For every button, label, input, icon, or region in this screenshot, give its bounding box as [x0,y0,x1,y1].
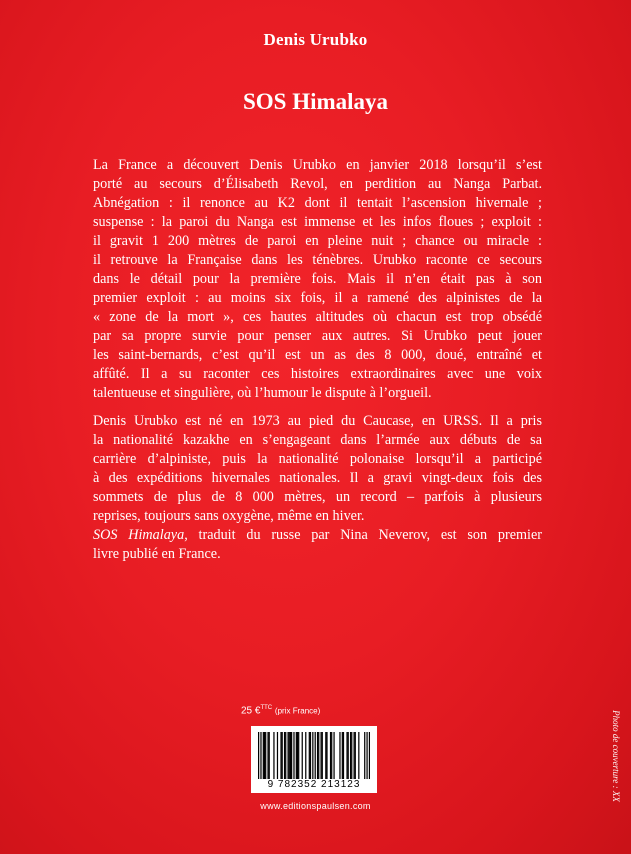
text-line: Abnégation : il renonce au K2 dont il tentait l’ascension hivernale ; [93,195,542,211]
barcode-bar [293,732,294,779]
barcode-bar [326,732,327,779]
author-name: Denis Urubko [263,30,368,49]
text-line: reprises, toujours sans oxygène, même en hiver. [93,508,365,524]
barcode-bar [350,732,351,779]
barcode-bar [346,732,347,779]
text-line: talentueuse et singulière, où l’humour le dispute à l’orgueil. [93,385,432,401]
barcode-bar [343,732,344,779]
text-line [93,526,542,545]
barcode-bar [302,732,303,779]
barcode-bar [339,732,340,779]
barcode-bar [364,732,365,779]
barcode-bar [333,732,334,779]
text-line: livre publié en France. [93,546,221,562]
isbn-barcode [251,726,377,793]
barcode-bar [317,732,318,779]
text-line: à des expéditions hivernales nationales. Il a gravi vingt-deux fois des [93,470,542,486]
text-line: il retrouve la Française dans les ténèbres. Urubko raconte ce secours [93,252,542,268]
barcode-bar [351,732,352,779]
isbn-digits: 9 782352 213123 [267,779,361,790]
barcode-bar [285,732,286,779]
translation-note: , traduit du russe par Nina Neverov, est son premier [184,527,542,543]
price-label [241,705,320,716]
barcode-bar [260,732,261,779]
book-title-italic: SOS Himalaya [93,527,185,543]
paragraph-biography [93,412,542,564]
barcode-bar [342,732,343,779]
text-line: suspense : la paroi du Nanga est immense et les infos floues ; exploit : [93,214,542,230]
barcode-bar [312,732,313,779]
price-amount: 25 € [241,705,261,717]
price-note: (prix France) [274,706,321,716]
barcode-bar [369,732,370,779]
text-line: « zone de la mort », ces hautes altitudes où chacun est trop obsédé [93,309,542,325]
barcode-bar [330,732,331,779]
barcode-bar [291,732,292,779]
barcode-bar [315,732,316,779]
barcode-bar [296,732,297,779]
photo-credit-text: Photo de couverture : XX [611,710,621,802]
text-line: par sa propre survie pour penser aux autres. Si Urubko peut jouer [93,328,542,344]
barcode-bar [258,732,259,779]
barcode-bar [290,732,291,779]
text-line: premier exploit : au moins six fois, il a ramené des alpinistes de la [93,290,542,306]
barcode-bar [280,732,281,779]
text-line: affûté. Il a su raconter ces histoires extraordinaires avec une voix [93,366,542,382]
barcode-bar [264,732,265,779]
barcode-bar [305,732,306,779]
barcode-bar [284,732,285,779]
barcode-bar [289,732,290,779]
barcode-bar [298,732,299,779]
barcode-bar [358,732,359,779]
barcode-bar [331,732,332,779]
barcode-bar [310,732,311,779]
barcode-bar [325,732,326,779]
text-line: les saint-bernards, c’est qu’il est un as des 8 000, doué, entraîné et [93,347,542,363]
barcode-bar [366,732,367,779]
barcode-bar [353,732,354,779]
barcode-bar [277,732,278,779]
photo-credit [608,696,624,816]
text-line: La France a découvert Denis Urubko en janvier 2018 lorsqu’il s’est [93,157,542,173]
barcode-bar [322,732,323,779]
barcode-bar [355,732,356,779]
book-title: SOS Himalaya [242,89,389,114]
barcode-bar [273,732,274,779]
barcode-bar [282,732,283,779]
text-line: porté au secours d’Élisabeth Revol, en perdition au Nanga Parbat. [93,176,542,192]
price-tax: TTC [260,705,273,711]
barcode-bar [269,732,270,779]
barcode-bar [318,732,319,779]
barcode-bar [265,732,266,779]
text-line: Denis Urubko est né en 1973 au pied du Caucase, en URSS. Il a pris [93,413,542,429]
text-line: carrière d’alpiniste, puis la nationalité polonaise lorsqu’il a participé [93,451,542,467]
barcode-bar [267,732,268,779]
barcode-bars [258,732,370,779]
back-cover-text [93,156,542,564]
barcode-bar [263,732,264,779]
text-line: il gravit 1 200 mètres de paroi en pleine nuit ; chance ou miracle : [93,233,542,249]
publisher-website: www.editionspaulsen.com [260,801,371,811]
barcode-bar [348,732,349,779]
barcode-bar [287,732,288,779]
text-line: sommets de plus de 8 000 mètres, un record – parfois à plusieurs [93,489,542,505]
barcode-bar [309,732,310,779]
paragraph-summary [93,156,542,403]
text-line: la nationalité kazakhe en s’engageant dans l’armée aux débuts de sa [93,432,542,448]
barcode-bar [320,732,321,779]
barcode-bar [297,732,298,779]
text-line: dans le détail pour la première fois. Mais il n’en était pas à son [93,271,542,287]
